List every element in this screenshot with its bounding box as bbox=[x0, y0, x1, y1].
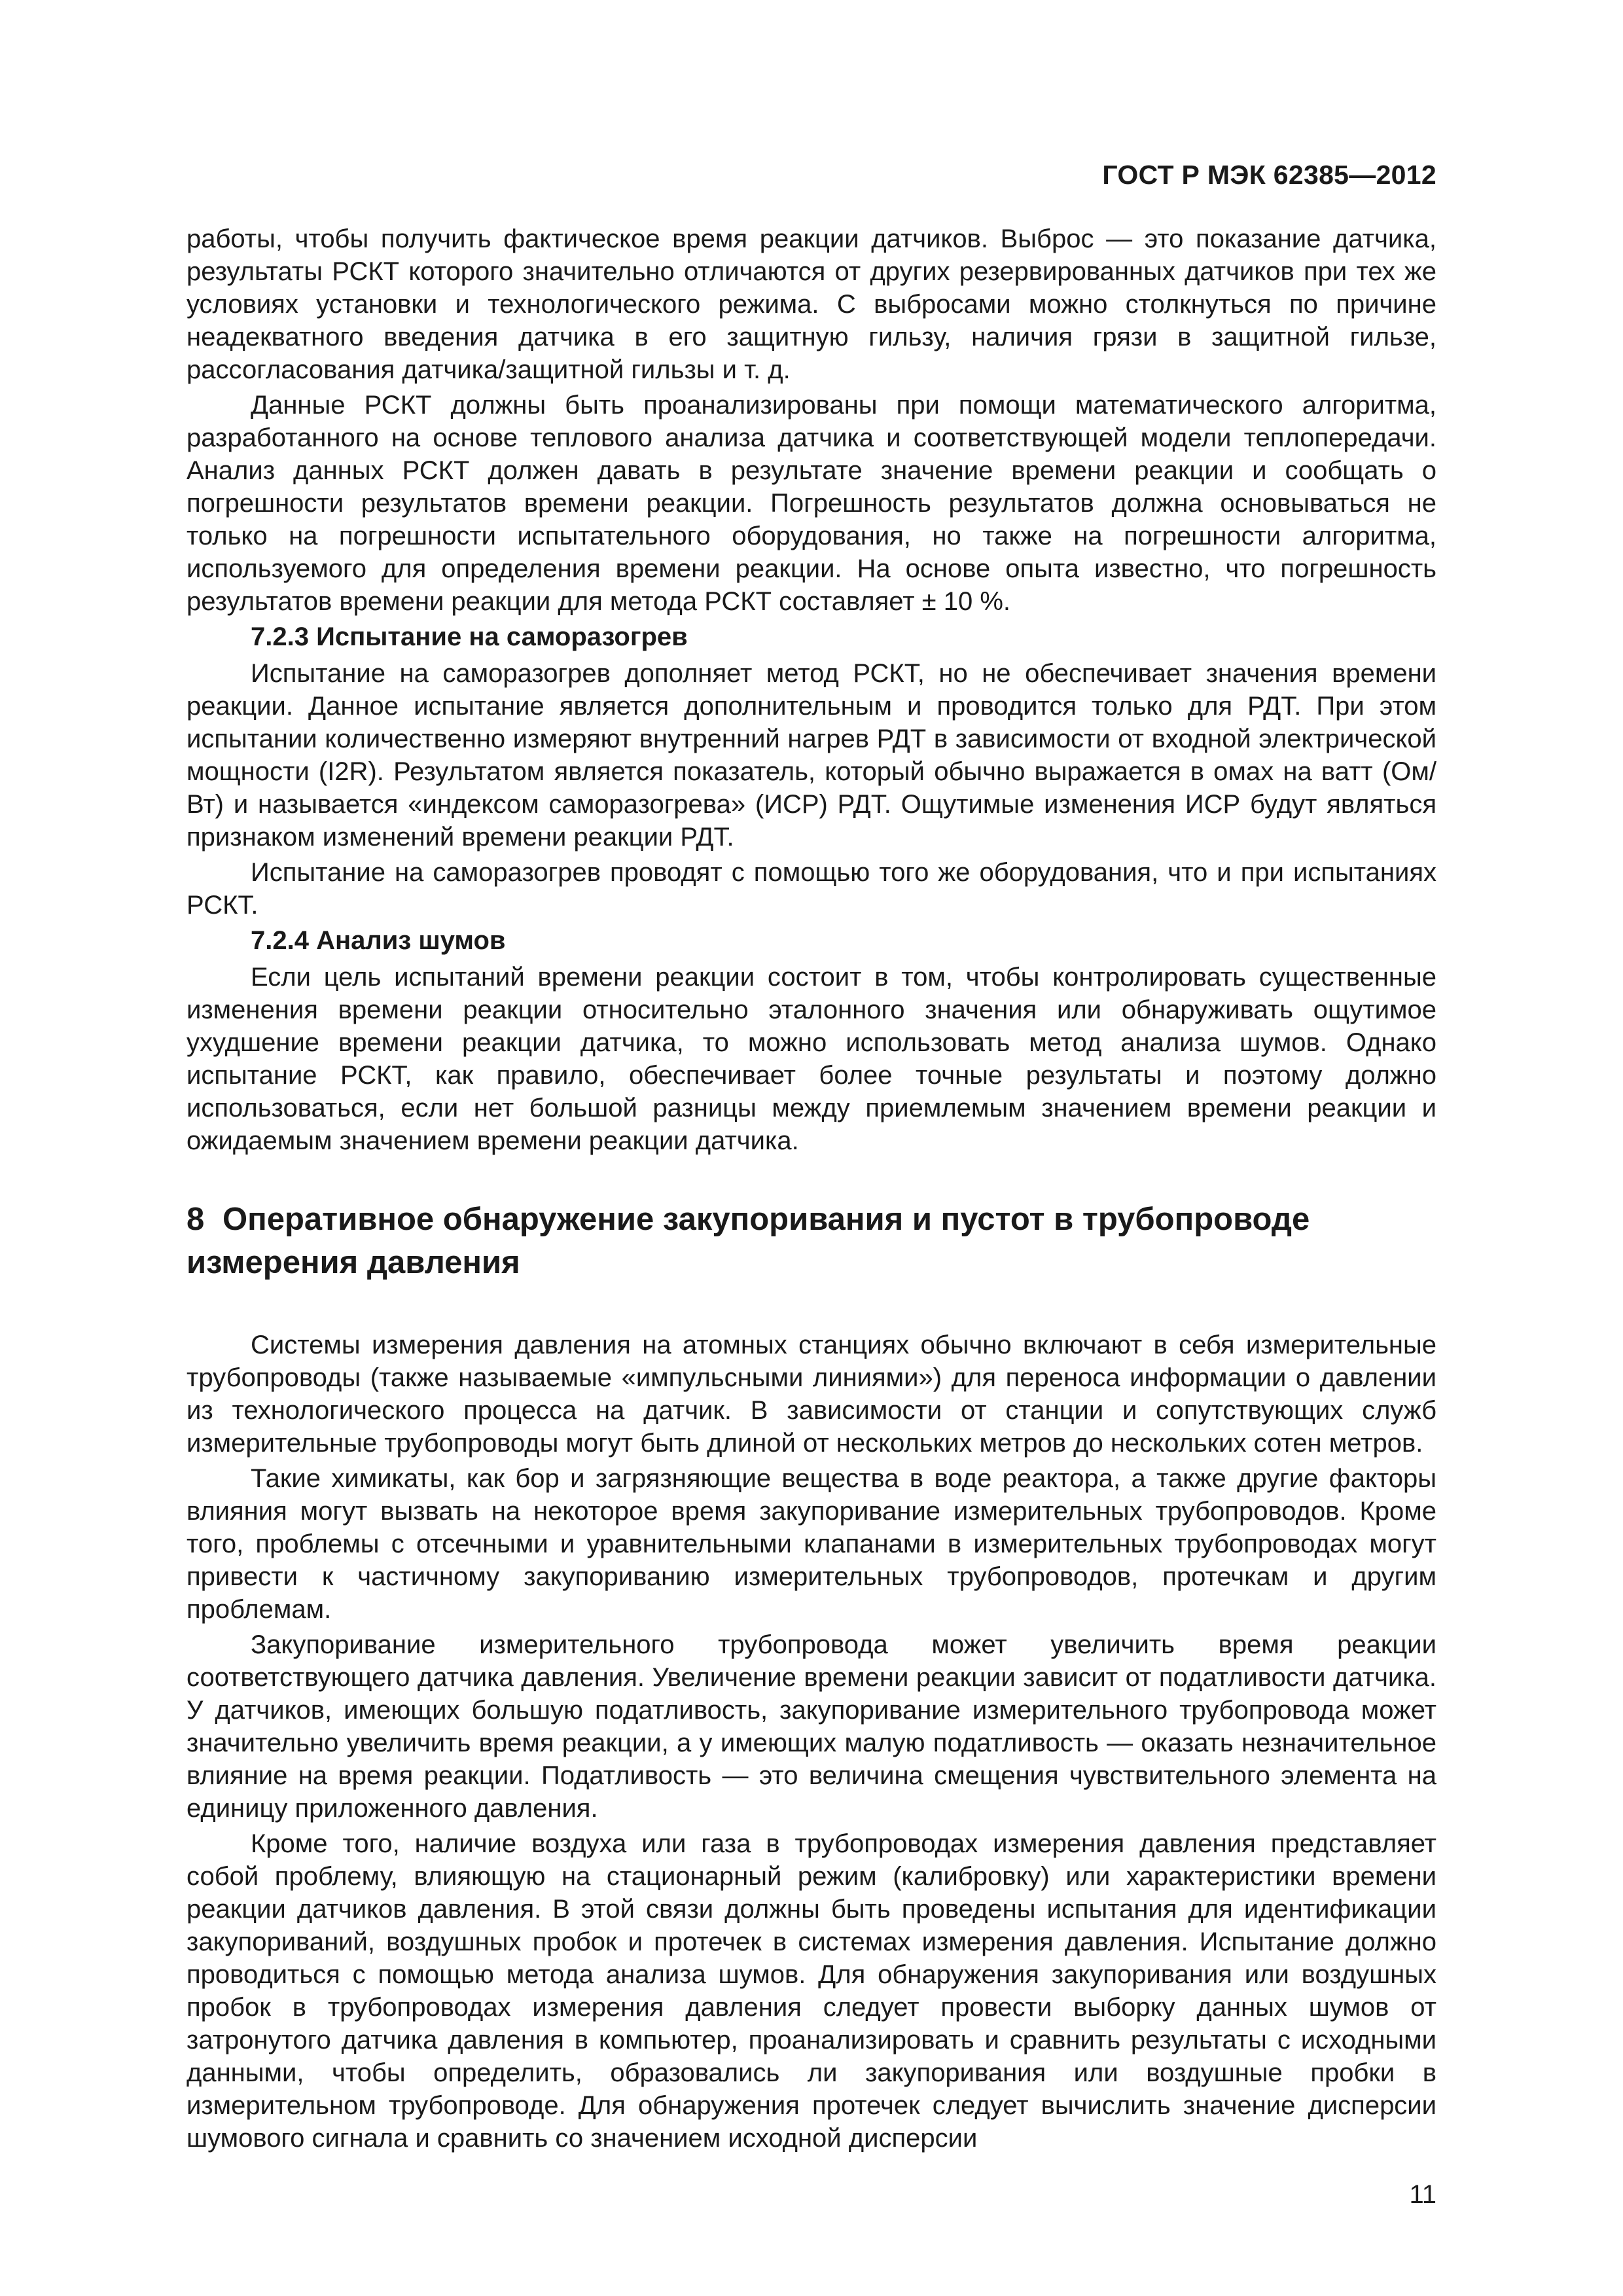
paragraph: Данные РСКТ должны быть проанализированы при помощи математического алгоритма, разработанного на основе теплового анализа датчика и соответствующей модели теплопередачи. Анализ данных РСКТ должен давать в результате значение времени реакции и сообщать о погрешности результатов времени реакции. Погрешность результатов должна основываться не только на погрешности испытательного оборудования, но также на погрешности алгоритма, используемого для определения времени реакции. На основе опыта известно, что погрешность результатов времени реакции для метода РСКТ составляет ± 10 %. bbox=[187, 391, 1436, 616]
paragraph-continuation: работы, чтобы получить фактическое время реакции датчиков. Выброс — это показание датчика, результаты РСКТ которого значительно отличаются от других резервированных датчиков при тех же условиях установки и технологического режима. С выбросами можно столкнуться по причине неадекватного введения датчика в его защитную гильзу, наличия грязи в защитной гильзе, рассогласования датчика/защитной гильзы и т. д. bbox=[187, 224, 1436, 384]
section-heading-7-2-4: 7.2.4 Анализ шумов bbox=[251, 926, 506, 955]
paragraph: Закупоривание измерительного трубопровода может увеличить время реакции соответствующего датчика давления. Увеличение времени реакции зависит от податливости датчика. У датчиков, имеющих большую податливость, закупоривание измерительного трубопровода может значительно увеличить время реакции, а у имеющих малую податливость — оказать незначительное влияние на время реакции. Податливость — это величина смещения чувствительного элемента на единицу приложенного давления. bbox=[187, 1630, 1436, 1823]
page-number: 11 bbox=[1409, 2180, 1436, 2209]
paragraph: Кроме того, наличие воздуха или газа в трубопроводах измерения давления представляет собой проблему, влияющую на стационарный режим (калибровку) или характеристики времени реакции датчиков давления. В этой связи должны быть проведены испытания для идентификации закупориваний, воздушных пробок и протечек в системах измерения давления. Испытание должно проводиться с помощью метода анализа шумов. Для обнаружения закупоривания или воздушных пробок в трубопроводах измерения давления следует провести выборку данных шумов от затронутого датчика давления в компьютер, проанализировать и сравнить результаты с исходными данными, чтобы определить, образовались ли закупоривания или воздушные пробки в измерительном трубопроводе. Для обнаружения протечек следует вычислить значение дисперсии шумового сигнала и сравнить со значением исходной дисперсии bbox=[187, 1829, 1436, 2153]
document-body bbox=[187, 223, 1436, 2157]
document-header: ГОСТ Р МЭК 62385—2012 bbox=[1102, 160, 1436, 190]
section-heading-7-2-3: 7.2.3 Испытание на саморазогрев bbox=[251, 622, 688, 651]
section-heading-8 bbox=[187, 1198, 1436, 1284]
paragraph: Испытание на саморазогрев проводят с помощью того же оборудования, что и при испытаниях РСКТ. bbox=[187, 858, 1436, 920]
paragraph: Системы измерения давления на атомных станциях обычно включают в себя измерительные трубопроводы (также называемые «импульсными линиями») для переноса информации о давлении из технологического процесса на датчик. В зависимости от станции и сопутствующих служб измерительные трубопроводы могут быть длиной от нескольких метров до нескольких сотен метров. bbox=[187, 1331, 1436, 1458]
section-title-line1: Оперативное обнаружение закупоривания и пустот в трубопроводе bbox=[223, 1202, 1310, 1237]
paragraph: Если цель испытаний времени реакции состоит в том, чтобы контролировать существенные изменения времени реакции относительно эталонного значения или обнаруживать ощутимое ухудшение времени реакции датчика, то можно использовать метод анализа шумов. Однако испытание РСКТ, как правило, обеспечивает более точные результаты и поэтому должно использоваться, если нет большой разницы между приемлемым значением времени реакции и ожидаемым значением времени реакции датчика. bbox=[187, 963, 1436, 1155]
section-title-line2: измерения давления bbox=[187, 1245, 520, 1280]
paragraph: Испытание на саморазогрев дополняет метод РСКТ, но не обеспечивает значения времени реакции. Данное испытание является дополнительным и проводится только для РДТ. При этом испытании количественно измеряют внутренний нагрев РДТ в зависимости от входной электрической мощности (I2R). Результатом является показатель, который обычно выражается в омах на ватт (Ом/Вт) и называется «индексом саморазогрева» (ИСР) РДТ. Ощутимые изменения ИСР будут являться признаком изменений времени реакции РДТ. bbox=[187, 659, 1436, 852]
section-number: 8 bbox=[187, 1202, 205, 1237]
paragraph: Такие химикаты, как бор и загрязняющие вещества в воде реактора, а также другие факторы влияния могут вызвать на некоторое время закупоривание измерительных трубопроводов. Кроме того, проблемы с отсечными и уравнительными клапанами в измерительных трубопроводах могут привести к частичному закупориванию измерительных трубопроводов, протечкам и другим проблемам. bbox=[187, 1464, 1436, 1624]
